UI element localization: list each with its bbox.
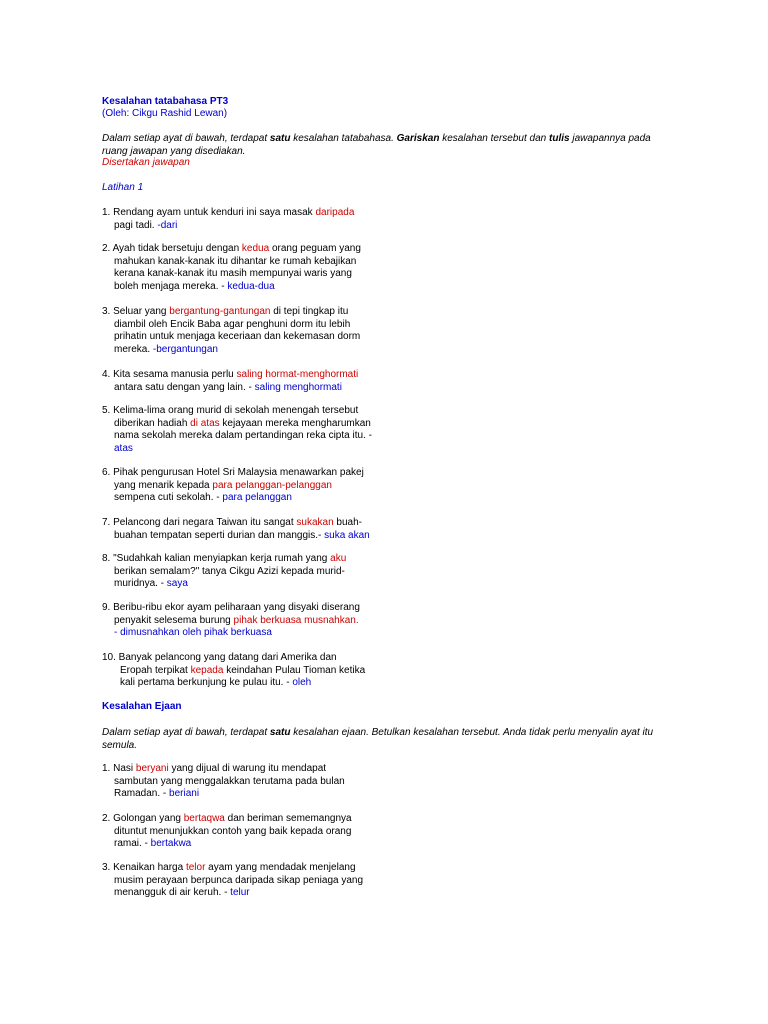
answer-text: oleh	[292, 677, 312, 688]
instruction-bold-gariskan: Gariskan	[396, 133, 440, 144]
sentence-text: Ramadan. -	[114, 788, 170, 799]
list-item-line	[102, 578, 402, 591]
document-title: Kesalahan tatabahasa PT3	[102, 96, 229, 107]
answer-text: -bergantungan	[152, 343, 218, 355]
list-item-line	[102, 243, 402, 256]
instruction-text: kesalahan tatabahasa.	[290, 133, 397, 144]
sentence-text: 10. Banyak pelancong yang datang dari Amerika dan	[102, 652, 337, 663]
list-item-line	[102, 443, 402, 456]
error-word: para pelanggan-pelanggan	[212, 479, 332, 491]
list-item	[102, 207, 402, 232]
list-item-line	[102, 615, 402, 628]
sentence-text: sambutan yang menggalakkan terutama pada bulan	[114, 775, 345, 787]
answer-text: -dari	[157, 219, 178, 231]
list-item-line	[102, 418, 402, 431]
list-item	[102, 467, 402, 505]
sentence-text: 1. Rendang ayam untuk kenduri ini saya masak	[102, 207, 316, 218]
sentence-text: antara satu dengan yang lain. -	[114, 381, 255, 393]
sentence-text: mereka.	[114, 343, 153, 355]
list-item-line	[102, 430, 402, 443]
list-item-line	[102, 887, 402, 900]
list-item-line	[102, 788, 402, 801]
answer-text: telur	[230, 887, 250, 898]
sentence-text: 6. Pihak pengurusan Hotel Sri Malaysia menawarkan pakej	[102, 467, 364, 478]
answer-text: beriani	[169, 788, 200, 799]
answer-text: saling menghormati	[254, 381, 342, 393]
list-item-line	[102, 281, 402, 294]
error-word: kedua	[241, 243, 270, 254]
error-word: bergantung-gantungan	[169, 306, 271, 317]
sentence-text: muridnya. -	[114, 578, 167, 589]
list-item-line	[102, 838, 402, 851]
list-item-line	[102, 405, 402, 418]
answer-text: bertakwa	[150, 838, 192, 849]
error-word: kepada	[190, 664, 224, 676]
sentence-text: keindahan Pulau Tioman ketika	[223, 664, 366, 676]
sentence-text: dituntut menunjukkan contoh yang baik kepada orang	[114, 825, 352, 837]
ejaan-title: Kesalahan Ejaan	[102, 701, 182, 712]
error-word: saling hormat-menghormati	[236, 369, 359, 380]
sentence-text: kerana kanak-kanak itu masih mempunyai waris yang	[114, 268, 352, 279]
list-item-line	[102, 652, 402, 665]
list-item-line	[102, 566, 402, 579]
answer-text: saya	[166, 578, 188, 589]
sentence-text: 3. Kenaikan harga	[102, 862, 186, 873]
list-item	[102, 369, 402, 394]
sentence-text: berikan semalam?" tanya Cikgu Azizi kepada murid-	[114, 565, 345, 577]
list-item-line	[102, 517, 402, 530]
answer-text: - dimusnahkan oleh pihak berkuasa	[114, 627, 272, 638]
list-item-line	[102, 382, 402, 395]
list-item-line	[102, 369, 402, 382]
sentence-text: diambil oleh Encik Baba agar penghuni dorm itu lebih	[114, 318, 351, 330]
list-item-line	[102, 763, 402, 776]
instruction-text: kesalahan ejaan. Betulkan kesalahan tersebut. Anda tidak perlu menyalin ayat itu	[290, 727, 654, 738]
error-word: beryani	[135, 763, 169, 774]
list-item-line	[102, 306, 402, 319]
instruction-line-2: semula.	[102, 739, 138, 751]
sentence-text: di tepi tingkap itu	[270, 306, 349, 317]
instruction-bold-satu: satu	[269, 133, 291, 144]
sentence-text: musim perayaan berpunca daripada sikap peniaga yang	[114, 874, 364, 886]
list-item-line	[102, 627, 402, 640]
sentence-text: kejayaan mereka mengharumkan	[219, 417, 371, 429]
list-item-line	[102, 220, 402, 233]
list-item	[102, 306, 402, 356]
sentence-text: diberikan hadiah	[114, 417, 191, 429]
error-word: telor	[185, 862, 206, 873]
sentence-text: ramai. -	[114, 838, 151, 849]
sentence-text: kali pertama berkunjung ke pulau itu. -	[120, 677, 293, 688]
answer-text: kedua-dua	[227, 280, 275, 292]
answer-text: suka akan	[324, 529, 370, 541]
latihan-label: Latihan 1	[102, 182, 144, 193]
instruction-bold-satu: satu	[269, 727, 291, 738]
sentence-text: 9. Beribu-ribu ekor ayam peliharaan yang disyaki diserang	[102, 602, 360, 613]
list-item	[102, 517, 402, 542]
sentence-text: dan beriman sememangnya	[224, 813, 352, 824]
sentence-text: 1. Nasi	[102, 763, 136, 774]
list-item	[102, 243, 402, 293]
list-item	[102, 602, 402, 640]
error-word: aku	[330, 553, 347, 564]
sentence-text: 2. Golongan yang	[102, 813, 184, 824]
answers-note: Disertakan jawapan	[102, 157, 190, 168]
list-item-line	[102, 602, 402, 615]
list-item-line	[102, 480, 402, 493]
list-item-line	[102, 862, 402, 875]
sentence-text: sempena cuti sekolah. -	[114, 492, 223, 503]
list-item	[102, 405, 402, 455]
list-item	[102, 862, 402, 900]
list-item-line	[102, 331, 402, 344]
list-item-line	[102, 207, 402, 220]
sentence-text: 4. Kita sesama manusia perlu	[102, 369, 237, 380]
instruction-text: Dalam setiap ayat di bawah, terdapat	[102, 133, 270, 144]
instruction-text: jawapannya pada	[569, 133, 651, 144]
error-word: sukakan	[296, 517, 334, 528]
answer-text: para pelanggan	[222, 492, 292, 503]
error-word: bertaqwa	[183, 813, 225, 824]
sentence-text: menangguk di air keruh. -	[114, 887, 231, 898]
list-item	[102, 553, 402, 591]
sentence-text: mahukan kanak-kanak itu dihantar ke rumah kebajikan	[114, 255, 357, 267]
error-word: daripada	[315, 207, 355, 218]
list-item	[102, 813, 402, 851]
instruction-text: Dalam setiap ayat di bawah, terdapat	[102, 727, 270, 738]
list-item-line	[102, 319, 402, 332]
sentence-text: yang dijual di warung itu mendapat	[168, 763, 327, 774]
list-item-line	[102, 826, 402, 839]
sentence-text: yang menarik kepada	[114, 479, 213, 491]
list-item-line	[102, 665, 402, 678]
list-item	[102, 652, 402, 690]
list-item-line	[102, 813, 402, 826]
sentence-text: 8. "Sudahkah kalian menyiapkan kerja rumah yang	[102, 553, 331, 564]
sentence-text: buahan tempatan seperti durian dan manggis.-	[114, 529, 325, 541]
list-item-line	[102, 553, 402, 566]
sentence-text: pagi tadi.	[114, 219, 158, 231]
sentence-text: boleh menjaga mereka. -	[114, 280, 228, 292]
sentence-text: ayam yang mendadak menjelang	[205, 862, 356, 873]
sentence-text: orang peguam yang	[269, 243, 361, 254]
instruction-text: kesalahan tersebut dan	[439, 133, 549, 144]
sentence-text: 3. Seluar yang	[102, 306, 170, 317]
list-item-line	[102, 776, 402, 789]
list-item-line	[102, 530, 402, 543]
sentence-text: nama sekolah mereka dalam pertandingan reka cipta itu. -	[114, 430, 372, 441]
list-item-line	[102, 268, 402, 281]
error-word: di atas	[190, 417, 220, 429]
sentence-text: 5. Kelima-lima orang murid di sekolah menengah tersebut	[102, 405, 359, 416]
document-author: (Oleh: Cikgu Rashid Lewan)	[102, 108, 228, 119]
instruction-bold-tulis: tulis	[549, 133, 570, 144]
list-item-line	[102, 677, 402, 690]
answer-text: atas	[114, 442, 133, 454]
instruction-spelling	[102, 727, 662, 752]
sentence-text: prihatin untuk menjaga keceriaan dan kekemasan dorm	[114, 331, 361, 342]
error-word: pihak berkuasa musnahkan.	[233, 614, 359, 626]
sentence-text: penyakit selesema burung	[114, 614, 234, 626]
sentence-text: buah-	[333, 517, 363, 528]
sentence-text: 7. Pelancong dari negara Taiwan itu sangat	[102, 517, 297, 528]
list-item-line	[102, 875, 402, 888]
list-item	[102, 763, 402, 801]
instruction-grammar	[102, 133, 662, 158]
list-item-line	[102, 492, 402, 505]
instruction-line-2: ruang jawapan yang disediakan.	[102, 145, 246, 157]
list-item-line	[102, 467, 402, 480]
list-item-line	[102, 256, 402, 269]
sentence-text: 2. Ayah tidak bersetuju dengan	[102, 243, 242, 254]
list-item-line	[102, 344, 402, 357]
sentence-text: Eropah terpikat	[120, 664, 191, 676]
